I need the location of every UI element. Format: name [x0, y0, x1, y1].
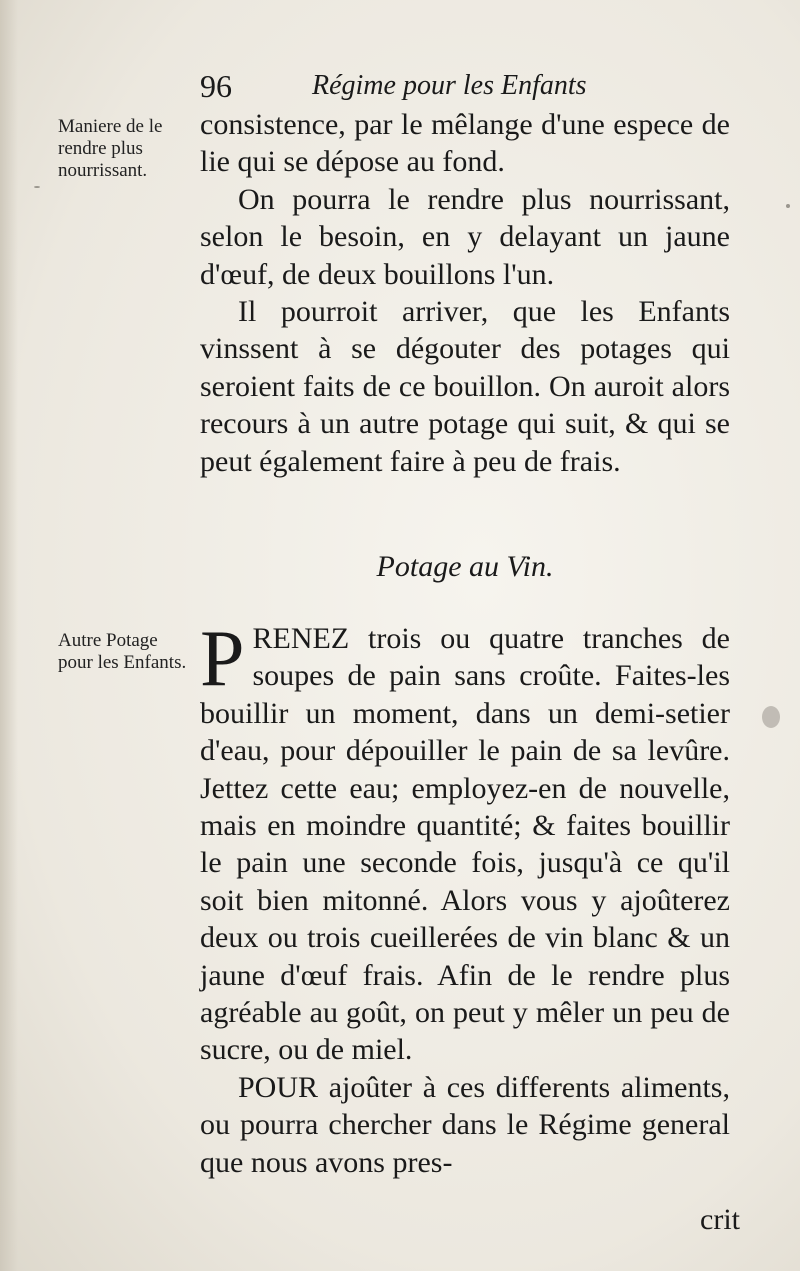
paragraph-consistence: consistence, par le mêlange d'une espece de lie qui se dépose au fond.	[200, 108, 730, 179]
margin-note-other-potage: Autre Potage pour les Enfants.	[58, 630, 187, 673]
paragraph-closing: POUR ajoûter à ces differents aliments, ou pourra chercher dans le Régime general que nous avons pres-	[200, 1070, 730, 1179]
gutter-shadow	[0, 0, 18, 1271]
section-title: Potage au Vin.	[376, 550, 554, 583]
margin-note-enrich: Maniere de le rendre plus nourrissant.	[58, 116, 163, 181]
catchword: crit	[700, 1203, 740, 1236]
page-header	[200, 68, 740, 108]
paper-speck	[786, 204, 790, 208]
drop-cap: P	[200, 615, 245, 703]
paper-speck	[34, 186, 40, 188]
page-number: 96	[200, 68, 232, 104]
paragraph-degouter: Il pourroit arriver, que les Enfants vinssent à se dégouter des potages qui seroient faits de ce bouillon. On auroit alors recours à un autre potage qui suit, & qui se peut également faire à peu de frais.	[200, 295, 730, 478]
paragraph-recipe	[200, 615, 730, 1069]
body-text-top	[200, 106, 730, 480]
paper-stain	[762, 706, 780, 728]
recipe-text: RENEZ trois ou quatre tranches de soupes de pain sans croûte. Faites-les bouillir un moment, dans un demi-setier d'eau, pour dépouiller le pain de sa levûre. Jettez cette eau; employez-en de nouvelle, mais en moindre quantité; & faites bouillir le pain une seconde fois, jusqu'à ce qu'il soit bien mitonné. Alors vous y ajoûterez deux ou trois cueillerées de vin blanc & un jaune d'œuf frais. Afin de le rendre plus agréable au goût, on peut y mêler un peu de sucre, ou de miel.	[200, 622, 730, 1067]
running-title: Régime pour les Enfants	[312, 70, 587, 101]
paragraph-nourrissant: On pourra le rendre plus nourrissant, selon le besoin, en y delayant un jaune d'œuf, de deux bouillons l'un.	[200, 182, 730, 291]
body-text-recipe	[200, 615, 730, 1181]
